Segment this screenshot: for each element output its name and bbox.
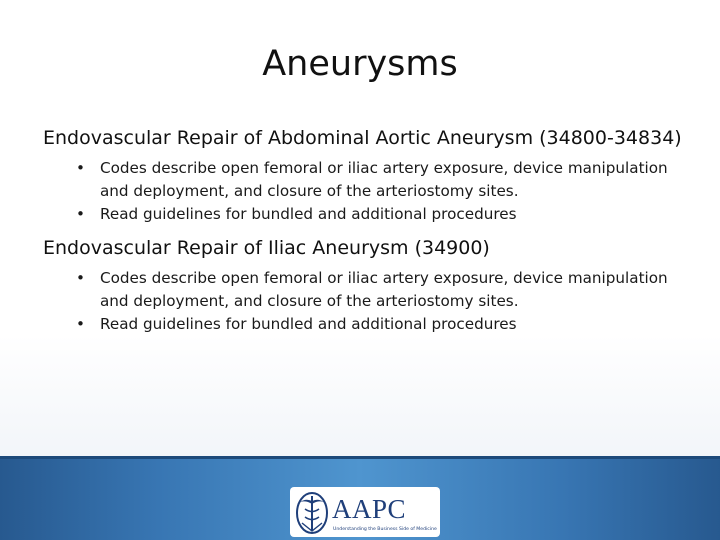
bullet-dot-icon: • xyxy=(76,269,85,287)
aapc-logo-graphic xyxy=(290,487,440,537)
aapc-logo xyxy=(290,487,440,537)
section-heading: Endovascular Repair of Iliac Aneurysm (34900) xyxy=(43,237,490,259)
bullet-item xyxy=(76,267,693,313)
bullet-text: Read guidelines for bundled and additional procedures xyxy=(100,205,517,223)
bullet-item xyxy=(76,313,693,336)
bullet-text: Codes describe open femoral or iliac artery exposure, device manipulation and deployment, and closure of the arteriostomy sites. xyxy=(100,269,668,310)
slide-title: Aneurysms xyxy=(262,44,458,84)
bullet-list xyxy=(43,157,693,226)
section-heading: Endovascular Repair of Abdominal Aortic Aneurysm (34800-34834) xyxy=(43,127,682,149)
bullet-dot-icon: • xyxy=(76,315,85,333)
bullet-item xyxy=(76,203,693,226)
bullet-dot-icon: • xyxy=(76,205,85,223)
bullet-item xyxy=(76,157,693,203)
logo-tagline: Understanding the Business Side of Medicine xyxy=(333,527,437,532)
bullet-text: Codes describe open femoral or iliac artery exposure, device manipulation and deployment, and closure of the arteriostomy sites. xyxy=(100,159,668,200)
bullet-text: Read guidelines for bundled and additional procedures xyxy=(100,315,517,333)
slide-body xyxy=(43,123,693,336)
logo-wordmark: AAPC xyxy=(332,494,407,524)
bullet-dot-icon: • xyxy=(76,159,85,177)
bullet-list xyxy=(43,267,693,336)
